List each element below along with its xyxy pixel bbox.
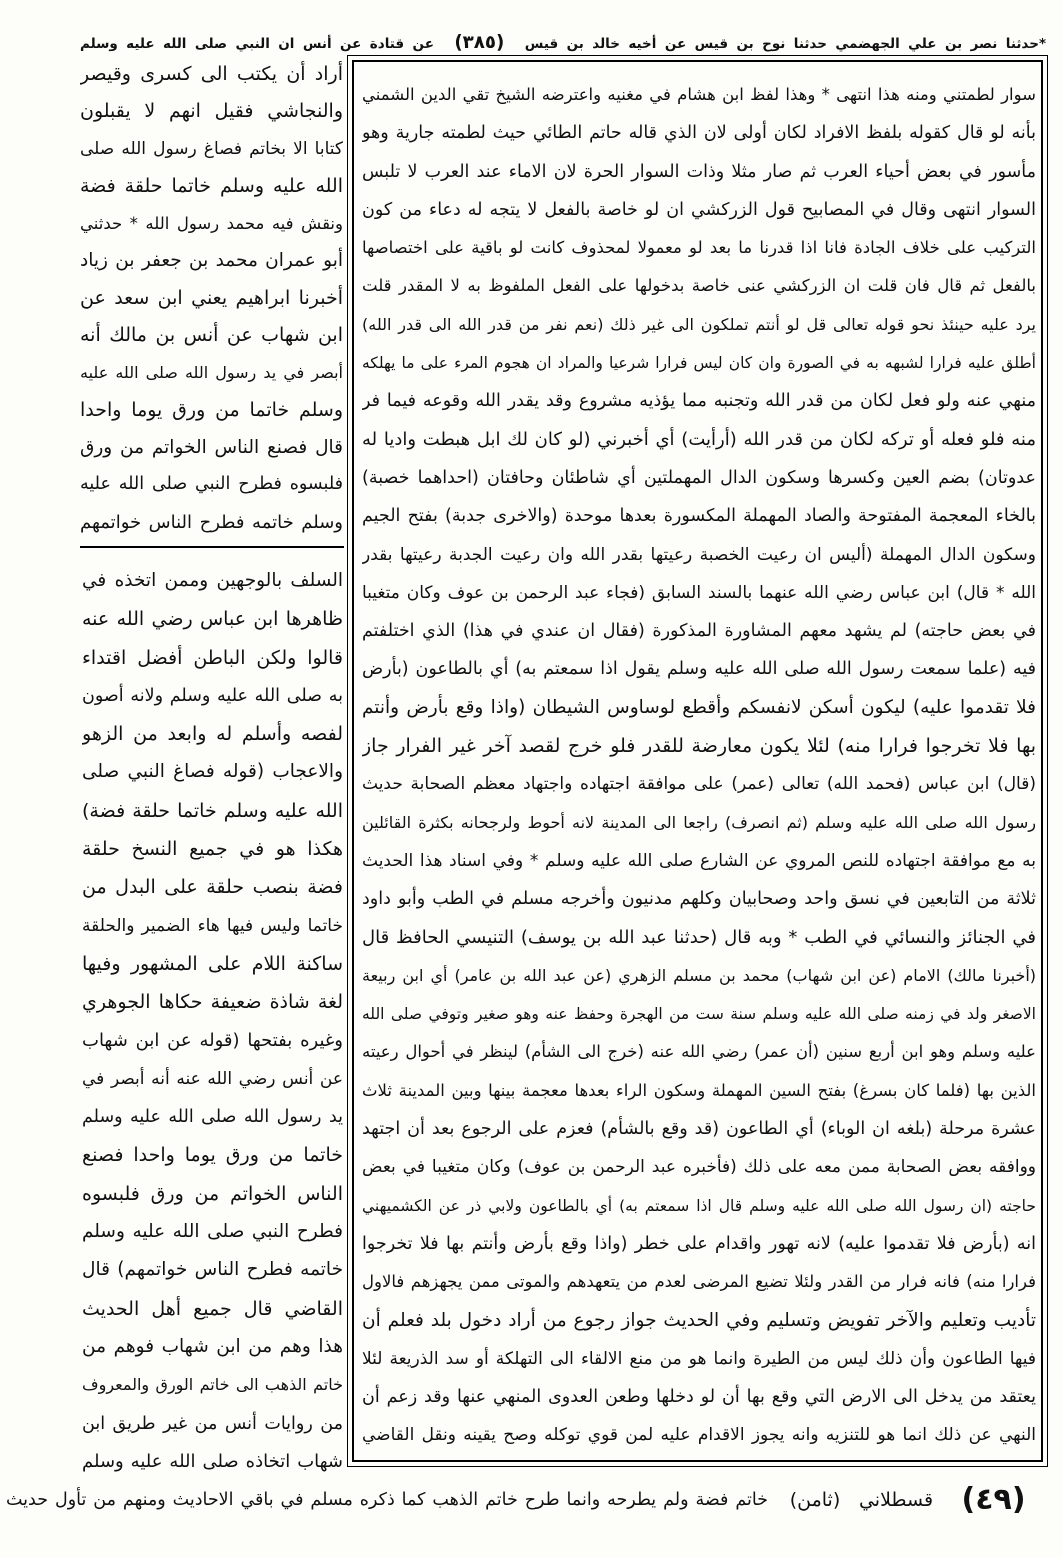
side-text-line: فطرح النبي صلى الله عليه وسلم (82, 1221, 343, 1243)
side-text-line: والنجاشي فقيل انهم لا يقبلون (80, 100, 343, 123)
main-text-line: في بعض حاجته) لم يشهد معهم المشاورة المذكورة (فقال ان عندي في هذا) الذي اختلفتم (362, 621, 1036, 642)
header-text-start: *حدثنا نصر بن علي الجهضمي حدثنا نوح بن قيس عن أخيه خالد بن قيس (524, 36, 1046, 52)
side-text-line: خاتمه فطرح الناس خواتمهم) قال (82, 1259, 343, 1281)
side-text-line: شهاب اتخاذه صلى الله عليه وسلم (82, 1450, 343, 1472)
side-column-commentary-text (82, 562, 343, 1481)
main-text-line: الاصغر ولد في زمنه صلى الله عليه وسلم سنة ست من الهجرة وحفظ عنه وهو صغير وتوفي صلى الله (362, 1005, 1036, 1024)
main-text-line: بأنه لو قال كقوله بلفظ الافراد لكان أولى لان الذي قاله حاتم الطائي حيث لطمته جارية وهو (362, 123, 1036, 144)
page-number: (٤٩) (961, 1482, 1026, 1517)
side-text-line: الله عليه وسلم خاتما حلقة فضة (80, 174, 343, 197)
side-text-line: أخبرنا ابراهيم يعني ابن سعد عن (80, 286, 343, 309)
side-text-line: وغيره بفتحها (قوله عن ابن شهاب (82, 1029, 343, 1051)
main-text-line: حاجته (ان رسول الله صلى الله عليه وسلم قال اذا سمعتم به) أي بالطاعون ولابي ذر عن الكشميهني (362, 1196, 1036, 1215)
main-text-line: عشرة مرحلة (بلغه ان الوباء) أي الطاعون (قد وقع بالشأم) فعزم على الرجوع بعد أن اجتهد (362, 1119, 1036, 1140)
side-text-line: خاتما من ورق يوما واحدا فصنع (82, 1144, 343, 1167)
side-text-line: ظاهرها ابن عباس رضي الله عنه (82, 608, 343, 631)
main-text-line: عدوتان) بضم العين وكسرها وسكون الدال المهملتين أي شاطئان وحافتان (احداهما خصبة) (362, 467, 1036, 488)
side-text-line: ابن شهاب عن أنس بن مالك أنه (80, 324, 343, 347)
side-text-line: عن أنس رضي الله عنه أنه أبصر في (82, 1068, 343, 1089)
side-text-line: هكذا هو في جميع النسخ حلقة (82, 838, 343, 861)
main-text-line: فيها الطاعون وأن ذلك ليس من الطيرة وانما هو من منع الالقاء الى التهلكة أو سد الذريعة لئلا (362, 1348, 1036, 1369)
main-text-line: رسول الله صلى الله عليه وسلم (ثم انصرف) راجعا الى المدينة لانه أحوط ولرجحانه بكثرة القائلين (362, 812, 1036, 832)
main-text-line: تأديب وتعليم والآخر تفويض وتسليم وفي الحديث جواز رجوع من أراد دخول بلد فعلم أن (362, 1309, 1036, 1331)
side-column-hadith-text (80, 56, 343, 541)
side-text-line: يد رسول الله صلى الله عليه وسلم (82, 1107, 343, 1128)
main-text-line: يعتقد من يدخل الى الارض التي وقع بها أن لو دخلها وطعن العدوى المنهي عنها وقد زعم أن (362, 1387, 1036, 1408)
side-text-line: الله عليه وسلم خاتما حلقة فضة) (82, 799, 343, 822)
main-text-line: السوار انتهى وقال في المصابيح قول الزركشي ان لو خاصة بالفعل لا يتجه له دعاء من كون (362, 199, 1036, 220)
main-text-line: به مع موافقة اجتهاده للنص المروي عن الشارع صلى الله عليه وسلم * وفي اسناد هذا الحديث (362, 850, 1036, 871)
main-text-line: منهي عنه ولو فعل لكان من قدر الله وتجنبه مما يؤذيه مشروع وقد يقدر الله وقوعه فيما فر (362, 391, 1036, 412)
side-text-line: فلبسوه فطرح النبي صلى الله عليه (80, 474, 343, 495)
main-text-line: في الجنائز والنسائي في الطب * وبه قال (حدثنا عبد الله بن يوسف) التنيسي الحافظ قال (362, 926, 1036, 948)
side-text-line: كتابا الا بخاتم فصاغ رسول الله صلى (80, 138, 343, 159)
footer-continuation-text: خاتم فضة ولم يطرحه وانما طرح خاتم الذهب كما ذكره مسلم في باقي الاحاديث ومنهم من تأول حديث (6, 1490, 768, 1510)
side-text-line: من روايات أنس من غير طريق ابن (82, 1413, 343, 1434)
side-text-line: فضة بنصب حلقة على البدل من (82, 876, 343, 899)
side-text-line: أبصر في يد رسول الله صلى الله عليه (80, 363, 343, 383)
main-text-line: بالفعل ثم قال فان قلت ان الزركشي عنى خاصة بدخولها على الفعل الملفوظ به لا المقدر قلت (362, 276, 1036, 296)
volume-label: (ثامن) (789, 1489, 841, 1511)
main-text-line: التركيب على خلاف الجادة فانا اذا قدرنا ما بعد لو معمولا لمحذوف كانت لو باقية على اختصاصها (362, 238, 1036, 258)
side-text-line: ونقش فيه محمد رسول الله * حدثني (80, 214, 343, 234)
side-text-line: ساكنة اللام على المشهور وفيها (82, 952, 343, 975)
side-column-divider (80, 546, 344, 548)
main-text-line: ثلاثة من التابعين في نسق واحد وصحابيان وكلهم مدنيون وأخرجه مسلم في الطب وأبو داود (362, 889, 1036, 910)
side-text-line: السلف بالوجهين وممن اتخذه في (82, 570, 343, 591)
book-label: قسطلاني (858, 1489, 934, 1511)
main-text-line: سوار لطمتني ومنه هذا انتهى * وهذا لفظ ابن هشام في مغنيه واعترضه الشيخ تقي الدين الشمني (362, 85, 1036, 104)
side-text-line: وسلم خاتما من ورق يوما واحدا (80, 398, 343, 421)
main-text-line: وسكون الدال المهملة (أليس ان رعيت الخصبة رعيتها بقدر الله وان رعيت الجدبة رعيتها بقدر (362, 544, 1036, 565)
main-text-line: بها فلا تخرجوا فرارا منه) لئلا يكون معارضة للقدر فلو خرج لقصد آخر غير الفرار جاز (362, 735, 1036, 758)
side-text-line: لفصه وأسلم له وابعد من الزهو (82, 723, 343, 746)
main-text-line: (أخبرنا مالك) الامام (عن ابن شهاب) محمد بن مسلم الزهري (عن عبد الله بن عامر) أي ابن ربيعة (362, 965, 1036, 985)
main-text-line: النهي عن ذلك انما هو للتنزيه وانه يجوز الاقدام عليه لمن قوي توكله وصح يقينه ونقل القاضي (362, 1425, 1036, 1446)
main-text-line: ووافقه بعض الصحابة ممن معه على ذلك (فأخبره عبد الرحمن بن عوف) وكان متغيبا في بعض (362, 1157, 1036, 1178)
side-text-line: أبو عمران محمد بن جعفر بن زياد (80, 250, 343, 272)
side-text-line: لغة شاذة ضعيفة حكاها الجوهري (82, 991, 343, 1014)
side-text-line: قالوا ولكن الباطن أفضل اقتداء (82, 646, 343, 669)
side-text-line: والاعجاب (قوله فصاغ النبي صلى (82, 761, 343, 783)
main-text-line: منه فلو فعله أو تركه لكان من قدر الله (أرأيت) أي أخبرني (لو كان لك ابل هبطت واديا له (362, 428, 1036, 450)
hadith-number: (٣٨٥) (454, 32, 505, 53)
main-text-line: فلا تقدموا عليه) ليكون أسكن لانفسكم وأقطع لوساوس الشيطان (واذا وقع بأرض وأنتم (362, 696, 1036, 718)
side-text-line: خاتما وليس فيها هاء الضمير والحلقة (82, 915, 343, 936)
side-text-line: به صلى الله عليه وسلم ولانه أصون (82, 685, 343, 706)
main-text-line: مأسور في بعض أحياء العرب ثم صار مثلا وذات السوار الحرة لان الاماء عند العرب لا تلبس (362, 161, 1036, 182)
main-commentary-text (362, 76, 1036, 1455)
main-text-line: أطلق عليه فرارا لشبهه به في الصورة وان كان ليس فرارا شرعيا والمراد ان هجوم المرء على ما يهلكه (362, 354, 1036, 373)
main-text-line: عليه وسلم وهو ابن أربع سنين (أن عمر) رضي الله عنه (خرج الى الشأم) لينظر في أحوال رعيته (362, 1042, 1036, 1062)
header-text-end: عن قتادة عن أنس ان النبي صلى الله عليه وسلم (80, 36, 434, 52)
side-text-line: أراد أن يكتب الى كسرى وقيصر (80, 63, 343, 85)
side-text-line: قال فصنع الناس الخواتم من ورق (80, 436, 343, 458)
side-text-line: القاضي قال جميع أهل الحديث (82, 1297, 343, 1320)
main-text-line: الله * قال) ابن عباس رضي الله عنهما بالسند السابق (فجاء عبد الرحمن بن عوف وكان متغيبا (362, 582, 1036, 603)
side-text-line: خاتم الذهب الى خاتم الورق والمعروف (82, 1375, 343, 1395)
main-text-line: بالخاء المعجمة المفتوحة والصاد المهملة المكسورة بعدها موحدة (والاخرى جدبة) بفتح الجيم (362, 506, 1036, 527)
main-text-line: (قال) ابن عباس (فحمد الله) تعالى (عمر) على موافقة اجتهاده واجتهاد معظم الصحابة حديث (362, 774, 1036, 795)
main-text-line: الذين بها (فلما كان بسرغ) بفتح السين المهملة وسكون الراء بعدها معجمة بينها وبين المدينة ثلاث (362, 1080, 1036, 1100)
side-text-line: هذا وهم من ابن شهاب فوهم من (82, 1335, 343, 1357)
side-text-line: الناس الخواتم من ورق فلبسوه (82, 1182, 343, 1205)
main-text-line: فرارا منه) فانه فرار من القدر ولئلا تضيع المرضى لعدم من يتعهدهم والموتى ممن يجهزهم فالاول (362, 1272, 1036, 1292)
main-text-line: يرد عليه حينئذ نحو قوله تعالى قل لو أنتم تملكون الى غير ذلك (نعم نفر من قدر الله الى قدر الله) (362, 314, 1036, 334)
main-text-line: فيه (علما سمعت رسول الله صلى الله عليه وسلم يقول اذا سمعتم به) أي بالطاعون (بأرض (362, 659, 1036, 680)
main-text-line: انه (بأرض فلا تقدموا عليه) لانه تهور واقدام على خطر (واذا وقع بأرض وأنتم بها فلا تخرجوا (362, 1233, 1036, 1254)
side-text-line: وسلم خاتمه فطرح الناس خواتمهم (80, 511, 343, 533)
